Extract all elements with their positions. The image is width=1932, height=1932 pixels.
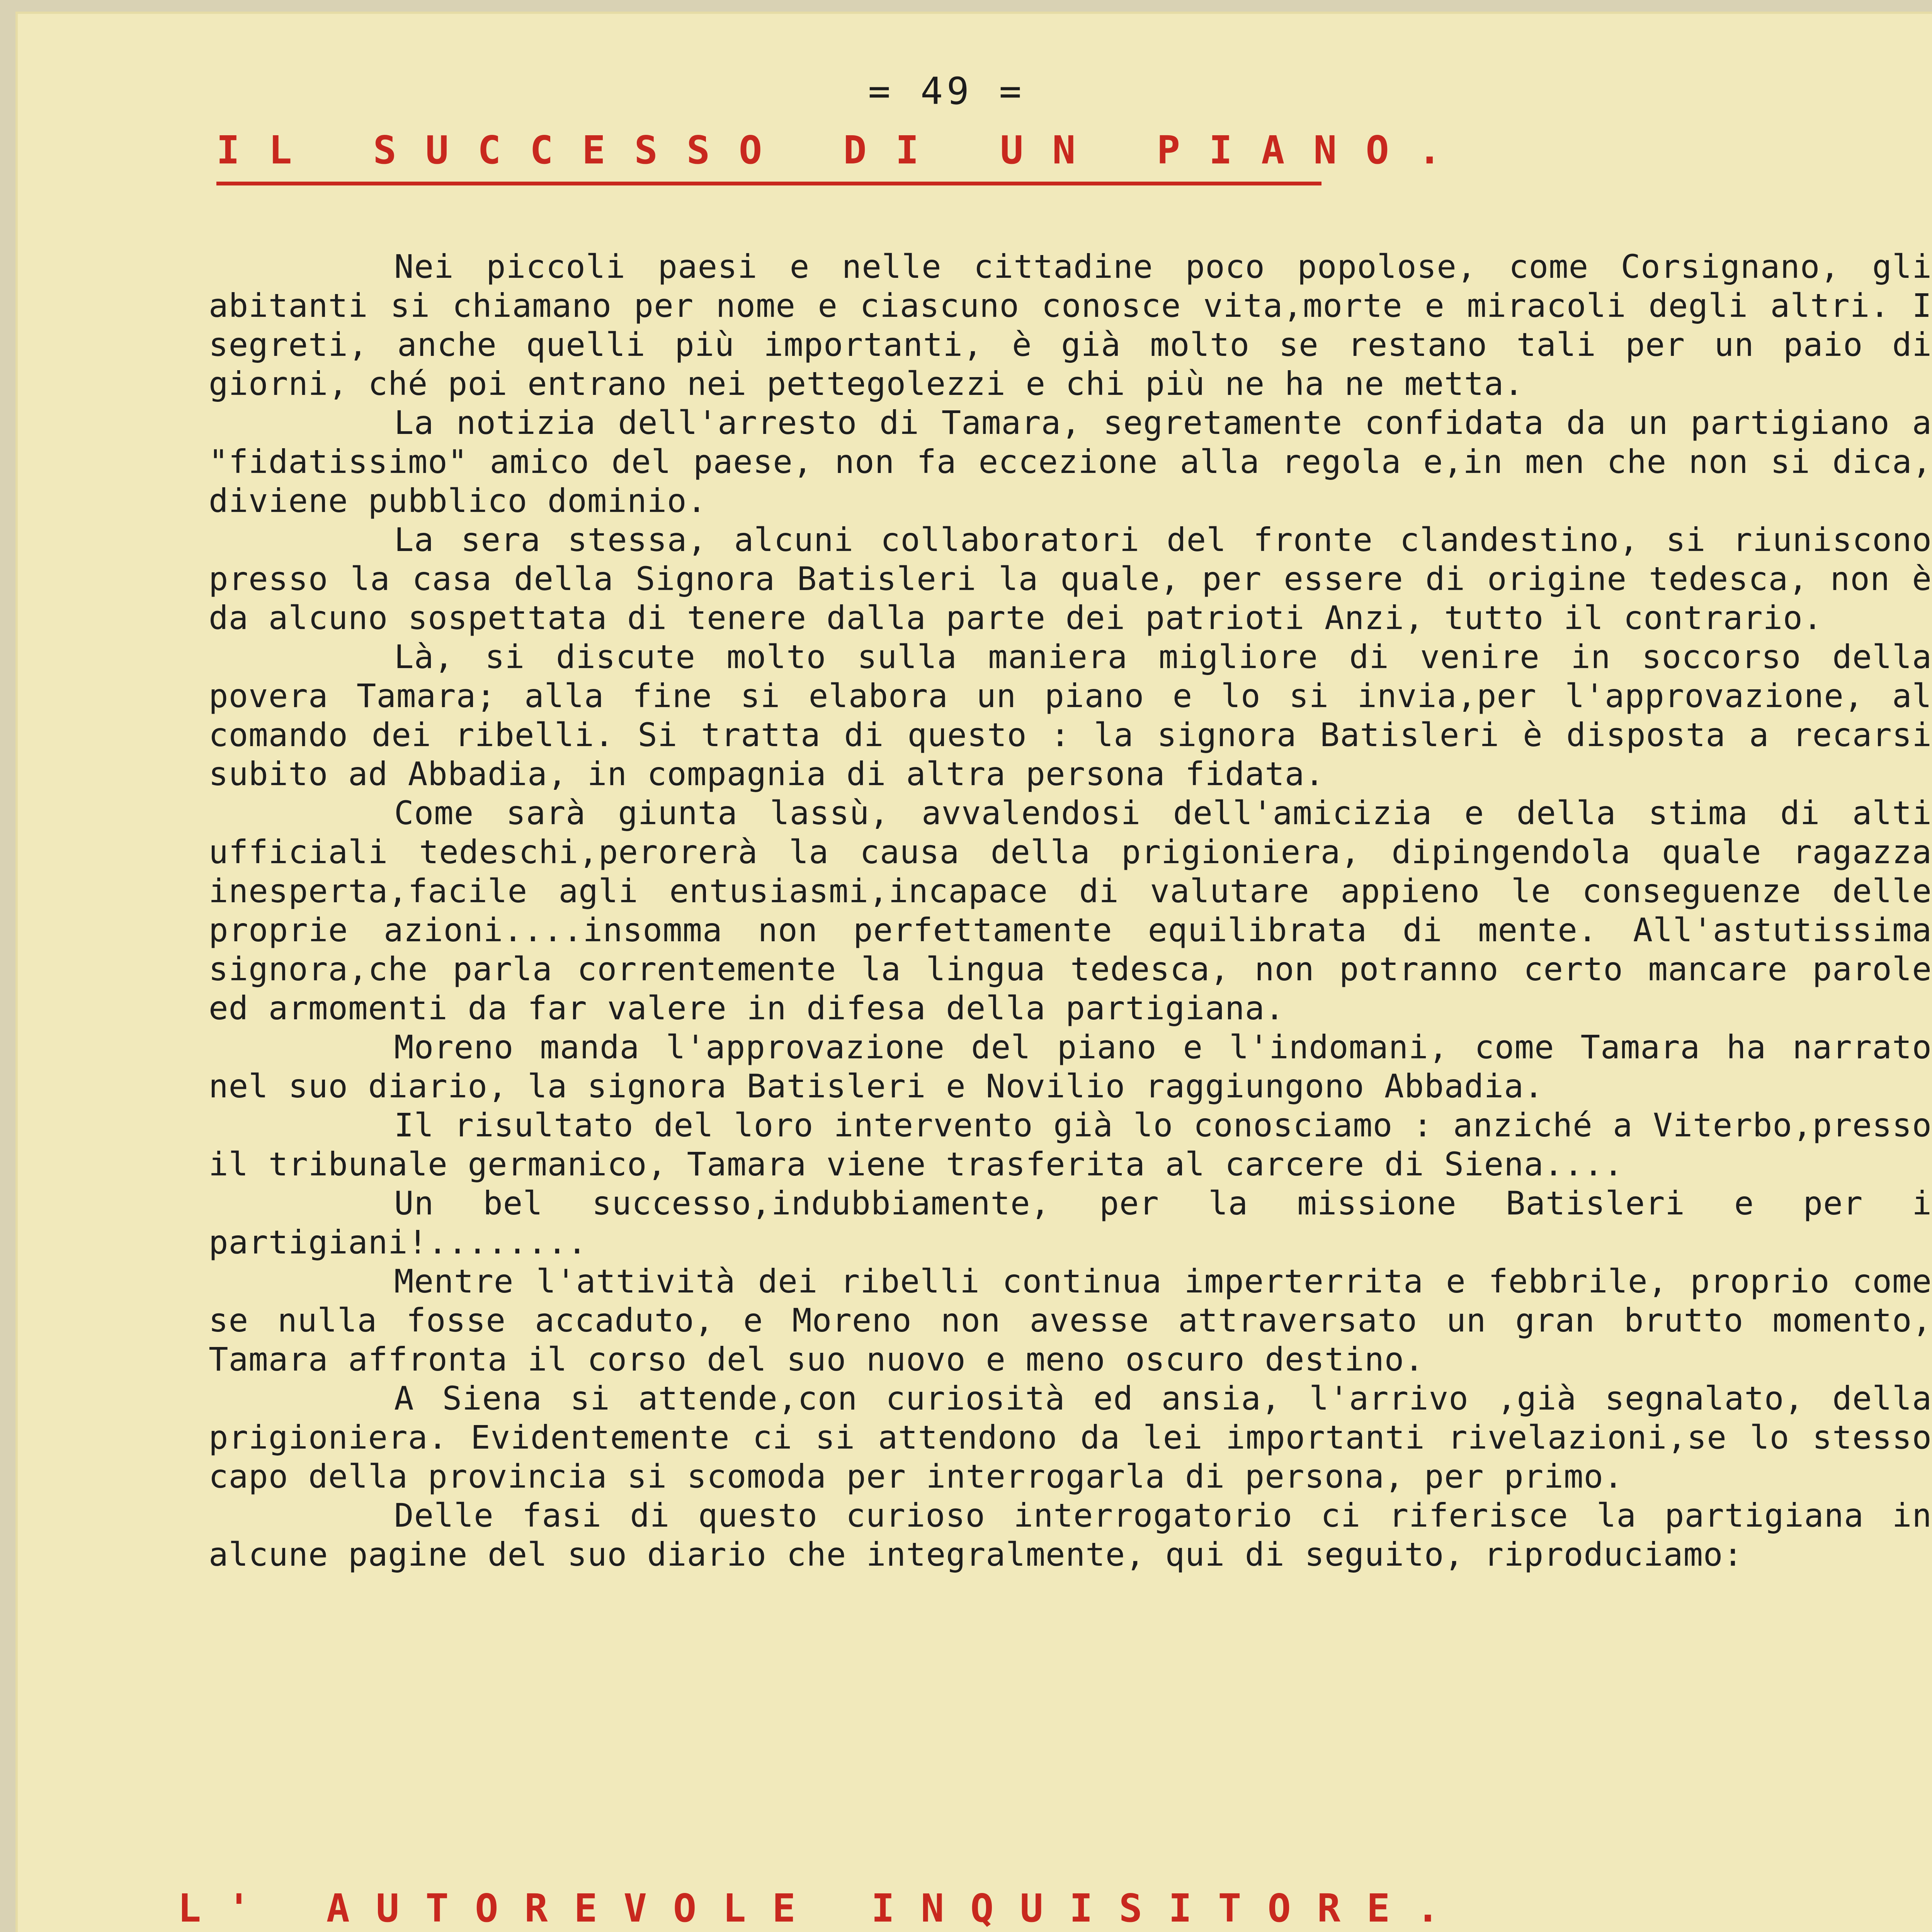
paragraph: Moreno manda l'approvazione del piano e l'indomani, come Tamara ha narrato nel suo diario, la signora Batisleri e Novilio raggiungono Abbadia.: [209, 1028, 1932, 1105]
body-text: [209, 247, 1932, 1574]
paragraph: Nei piccoli paesi e nelle cittadine poco popolose, come Corsignano, gli abitanti si chiamano per nome e ciascuno conosce vita,morte e miracoli degli altri. I segreti, anche quelli più importanti, è già molto se restano tali per un paio di giorni, ché poi entrano nei pettegolezzi e chi più ne ha ne metta.: [209, 248, 1932, 403]
paragraph: A Siena si attende,con curiosità ed ansia, l'arrivo ,già segnalato, della prigioniera. Evidentemente ci si attendono da lei importanti rivelazioni,se lo stesso capo della provincia si scomoda per interrogarla di persona, per primo.: [209, 1379, 1932, 1495]
page-number: = 49 =: [868, 70, 1026, 113]
paragraph: La sera stessa, alcuni collaboratori del fronte clandestino, si riuniscono presso la casa della Signora Batisleri la quale, per essere di origine tedesca, non è da alcuno sospettata di tenere dalla parte dei patrioti Anzi, tutto il contrario.: [209, 521, 1932, 637]
paragraph: Il risultato del loro intervento già lo conosciamo : anziché a Viterbo,presso il tribunale germanico, Tamara viene trasferita al carcere di Siena....: [209, 1106, 1932, 1183]
paragraph: Mentre l'attività dei ribelli continua imperterrita e febbrile, proprio come se nulla fosse accaduto, e Moreno non avesse attraversato un gran brutto momento, Tamara affronta il corso del suo nuovo e meno oscuro destino.: [209, 1262, 1932, 1378]
paragraph: Un bel successo,indubbiamente, per la missione Batisleri e per i partigiani!........: [209, 1184, 1932, 1261]
paragraph: La notizia dell'arresto di Tamara, segretamente confidata da un partigiano a "fidatissimo" amico del paese, non fa eccezione alla regola e,in men che non si dica, diviene pubblico dominio.: [209, 404, 1932, 520]
paragraph: Là, si discute molto sulla maniera migliore di venire in soccorso della povera Tamara; alla fine si elabora un piano e lo si invia,per l'approvazione, al comando dei ribelli. Si tratta di questo : la signora Batisleri è disposta a recarsi subito ad Abbadia, in compagnia di altra persona fidata.: [209, 638, 1932, 793]
chapter-title: IL SUCCESSO DI UN PIANO.: [216, 128, 1470, 173]
section-heading: L' AUTOREVOLE INQUISITORE.: [178, 1886, 1466, 1931]
paragraph: Delle fasi di questo curioso interrogatorio ci riferisce la partigiana in alcune pagine del suo diario che integralmente, qui di seguito, riproduciamo:: [209, 1497, 1932, 1573]
paragraph: Come sarà giunta lassù, avvalendosi dell'amicizia e della stima di alti ufficiali tedeschi,perorerà la causa della prigioniera, dipingendola quale ragazza inesperta,facile agli entusiasmi,incapace di valutare appieno le conseguenze delle proprie azioni....insomma non perfettamente equilibrata di mente. All'astutissima signora,che parla correntemente la lingua tedesca, non potranno certo mancare parole ed armomenti da far valere in difesa della partigiana.: [209, 794, 1932, 1027]
title-underline: [216, 182, 1321, 185]
